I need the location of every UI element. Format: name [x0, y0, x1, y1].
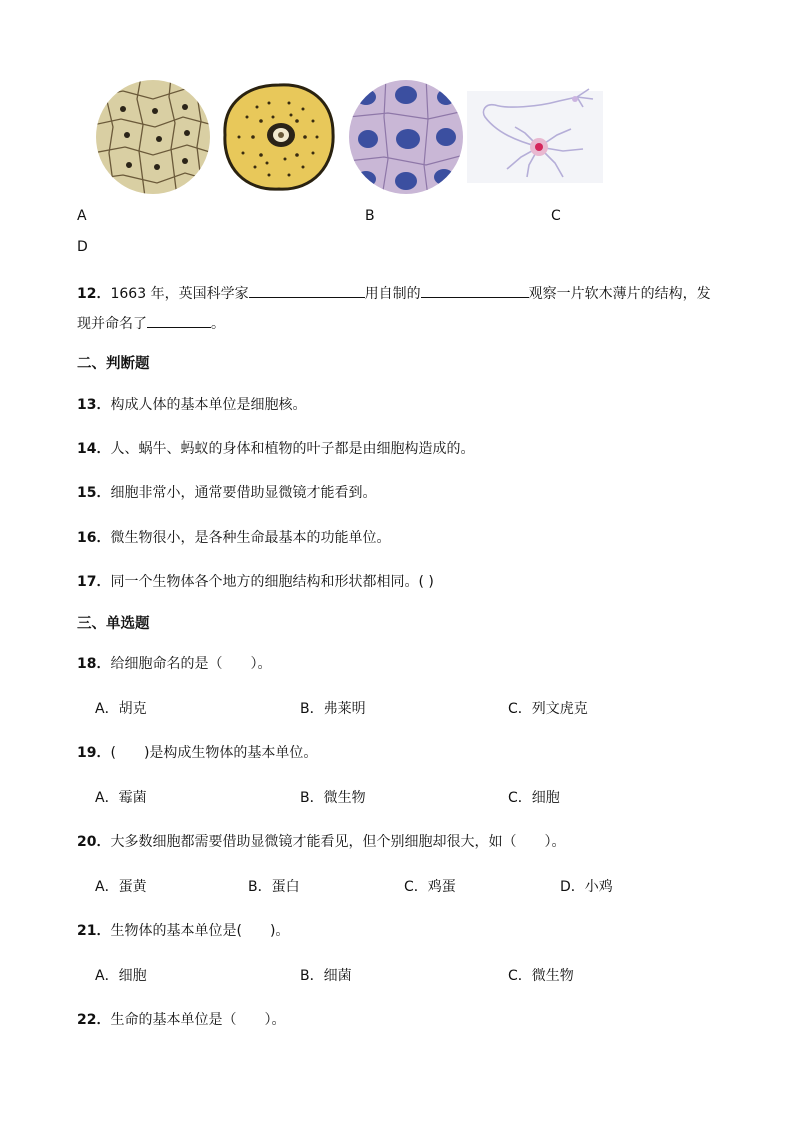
question-16: [77, 528, 390, 548]
question-text: 1663 年，英国科学家: [110, 286, 249, 302]
figure-label-a: A: [77, 208, 87, 224]
question-20: [77, 832, 565, 852]
figure-a-onion-cells: [93, 77, 213, 197]
option[interactable]: A．蛋黄: [95, 879, 147, 895]
option[interactable]: B．蛋白: [248, 879, 300, 895]
section-title-choice: 三、单选题: [77, 616, 150, 632]
question-text: 生物体的基本单位是( )。: [110, 923, 290, 939]
question-number: 19．: [77, 745, 111, 761]
question-12-line-2: [77, 312, 225, 334]
question-text: 。: [211, 316, 225, 332]
question-22: [77, 1010, 285, 1030]
question-text: 大多数细胞都需要借助显微镜才能看见，但个别细胞却很大，如（ ）。: [110, 834, 566, 850]
question-number: 22．: [77, 1012, 111, 1028]
option[interactable]: B．微生物: [300, 790, 366, 806]
question-13: [77, 395, 306, 415]
option[interactable]: C．细胞: [508, 790, 560, 806]
option[interactable]: B．细菌: [300, 968, 352, 984]
figure-c-cheek-cells: [348, 77, 464, 197]
question-text: 同一个生物体各个地方的细胞结构和形状都相同。( ): [110, 574, 434, 590]
question-text: 构成人体的基本单位是细胞核。: [110, 397, 307, 413]
figure-label-d: D: [77, 239, 88, 255]
figure-d-nerve-cell: [467, 77, 603, 197]
question-number: 17．: [77, 574, 111, 590]
question-17: [77, 572, 434, 592]
question-text: 细胞非常小，通常要借助显微镜才能看到。: [110, 485, 377, 501]
figure-label-c: C: [551, 208, 561, 224]
answer-blank-named[interactable]: [147, 312, 211, 328]
option[interactable]: A．细胞: [95, 968, 147, 984]
question-12-line-1: [77, 282, 711, 304]
question-text: 给细胞命名的是（ ）。: [110, 656, 272, 672]
section-title-judge: 二、判断题: [77, 356, 150, 372]
question-21: [77, 921, 289, 941]
figure-b-egg-cell: [217, 77, 341, 197]
option[interactable]: C．微生物: [508, 968, 574, 984]
answer-blank-scientist[interactable]: [249, 282, 365, 298]
option[interactable]: A．胡克: [95, 701, 147, 717]
question-text: ( )是构成生物体的基本单位。: [110, 745, 318, 761]
question-text: 现并命名了: [77, 316, 147, 332]
question-text: 人、蜗牛、蚂蚁的身体和植物的叶子都是由细胞构造成的。: [110, 441, 475, 457]
question-number: 12．: [77, 286, 111, 302]
option[interactable]: B．弗莱明: [300, 701, 366, 717]
question-text: 用自制的: [364, 286, 421, 302]
question-number: 16．: [77, 530, 111, 546]
question-18: [77, 654, 271, 674]
option[interactable]: C．鸡蛋: [404, 879, 456, 895]
question-number: 14．: [77, 441, 111, 457]
option[interactable]: D．小鸡: [560, 879, 613, 895]
question-14: [77, 439, 474, 459]
answer-blank-instrument[interactable]: [421, 282, 529, 298]
question-number: 15．: [77, 485, 111, 501]
question-19: [77, 743, 317, 763]
question-number: 21．: [77, 923, 111, 939]
figure-label-b: B: [365, 208, 375, 224]
question-15: [77, 483, 376, 503]
option[interactable]: A．霉菌: [95, 790, 147, 806]
question-text: 微生物很小，是各种生命最基本的功能单位。: [110, 530, 391, 546]
question-text: 观察一片软木薄片的结构，发: [528, 286, 711, 302]
question-number: 13．: [77, 397, 111, 413]
question-number: 18．: [77, 656, 111, 672]
question-number: 20．: [77, 834, 111, 850]
option[interactable]: C．列文虎克: [508, 701, 588, 717]
question-text: 生命的基本单位是（ ）。: [110, 1012, 286, 1028]
